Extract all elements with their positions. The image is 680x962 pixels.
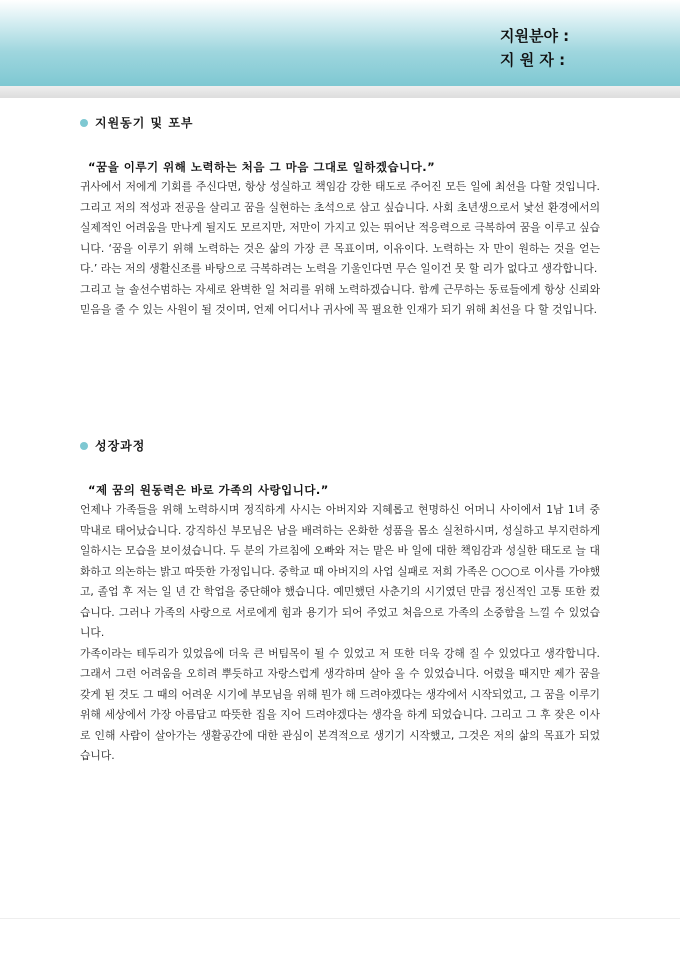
applicant-label: 지 원 자 : <box>500 51 566 69</box>
section-quote: “꿈을 이루기 위해 노력하는 처음 그 마음 그대로 일하겠습니다.” <box>88 160 436 174</box>
field-label: 지원분야 : <box>500 27 570 45</box>
bullet-icon <box>80 442 88 450</box>
section-motivation <box>80 114 600 321</box>
footer-divider <box>0 918 680 919</box>
section-heading <box>80 437 600 454</box>
header-fields <box>500 24 670 72</box>
paragraph: 언제나 가족들을 위해 노력하시며 정직하게 사시는 아버지와 지혜롭고 현명하신 어머니 사이에서 1남 1녀 중 막내로 태어났습니다. 강직하신 부모님은 남을 배려하는 온화한 성품을 몸소 실천하시며, 성실하고 부지런하게 일하시는 모습을 보이셨습니다. 두 분의 가르침에 오빠와 저는 맡은 바 일에 대한 책임감과 성실한 태도로 늘 대화하고 의논하는 밝고 따뜻한 가정입니다. 중학교 때 아버지의 사업 실패로 저희 가족은 ○○○로 이사를 가야했고, 졸업 후 저는 일 년 간 학업을 중단해야 했습니다. 예민했던 사춘기의 시기였던 만큼 정신적인 고통 또한 컸습니다. 그러나 가족의 사랑으로 서로에게 힘과 용기가 되어 주었고 처음으로 가족의 소중함을 느낄 수 있었습니다. <box>80 503 600 639</box>
paragraph: 귀사에서 저에게 기회를 주신다면, 항상 성실하고 책임감 강한 태도로 주어진 모든 일에 최선을 다할 것입니다. 그리고 저의 적성과 전공을 살리고 꿈을 실현하는 초석으로 삼고 싶습니다. 사회 초년생으로서 낯선 환경에서의 실제적인 어려움을 만나게 될지도 모르지만, 저만이 가지고 있는 뛰어난 적응력으로 극복하여 꿈을 이루고 싶습니다. ‘꿈을 이루기 위해 노력하는 것은 삶의 가장 큰 목표이며, 이유이다. 노력하는 자 만이 원하는 것을 얻는다.’ 라는 저의 생활신조를 바탕으로 극복하려는 노력을 기울인다면 무슨 일이건 못 할 리가 없다고 생각합니다. <box>80 180 600 275</box>
header-divider <box>0 86 680 98</box>
section-growth <box>80 437 600 767</box>
section-heading <box>80 114 600 131</box>
section-title: 지원동기 및 포부 <box>95 116 194 130</box>
bullet-icon <box>80 119 88 127</box>
paragraph: 가족이라는 테두리가 있었음에 더욱 큰 버팀목이 될 수 있었고 저 또한 더욱 강해 질 수 있었다고 생각합니다. 그래서 그런 어려움을 오히려 뿌듯하고 자랑스럽게 생각하며 살아 올 수 있었습니다. 어렸을 때지만 제가 꿈을 갖게 된 것도 그 때의 어려운 시기에 부모님을 위해 뭔가 해 드려야겠다는 생각에서 시작되었고, 그 꿈을 이루기 위해 세상에서 가장 아름답고 따뜻한 집을 지어 드려야겠다는 생각을 하게 되었습니다. 그리고 그 후 잦은 이사로 인해 사람이 살아가는 생활공간에 대한 관심이 본격적으로 생기기 시작했고, 그것은 저의 삶의 목표가 되었습니다. <box>80 646 600 762</box>
section-title: 성장과정 <box>95 439 146 453</box>
section-quote: “제 꿈의 원동력은 바로 가족의 사랑입니다.” <box>88 483 329 497</box>
paragraph: 그리고 늘 솔선수범하는 자세로 완벽한 일 처리를 위해 노력하겠습니다. 함께 근무하는 동료들에게 항상 신뢰와 믿음을 줄 수 있는 사원이 될 것이며, 언제 어디서나 귀사에 꼭 필요한 인재가 되기 위해 최선을 다 할 것입니다. <box>80 282 600 316</box>
